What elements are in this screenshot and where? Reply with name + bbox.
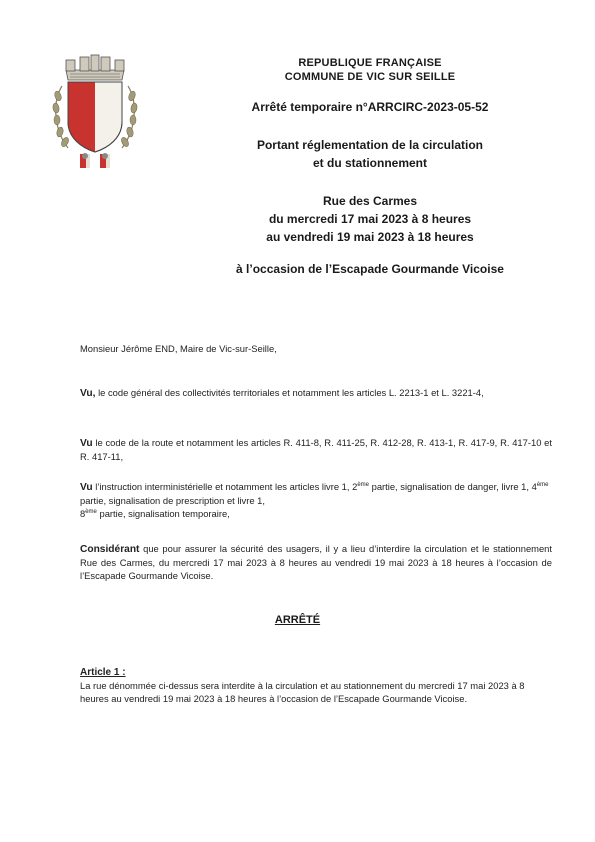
decree-number: Arrêté temporaire n°ARRCIRC-2023-05-52 xyxy=(251,100,489,114)
occasion: à l’occasion de l’Escapade Gourmande Vicoise xyxy=(236,262,504,276)
header-republic xyxy=(200,56,540,84)
header-street-dates xyxy=(200,192,540,246)
header-occasion xyxy=(200,262,540,276)
commune-title: COMMUNE DE VIC SUR SEILLE xyxy=(284,71,456,83)
considerant-keyword: Considérant xyxy=(80,544,140,555)
article-1-text: La rue dénommée ci-dessus sera interdite à la circulation et au stationnement du mercredi 17 mai 2023 à 8 heures au vendredi 19 mai 2023 à 18 heures à l’occasion de l’Escapade Gourmande Vicoise. xyxy=(80,680,525,704)
superscript: ème xyxy=(85,508,97,515)
vu-keyword: Vu, xyxy=(80,388,96,399)
republic-title: REPUBLIQUE FRANÇAISE xyxy=(298,57,442,69)
superscript: ème xyxy=(536,481,549,488)
subject-line-1: Portant réglementation de la circulation xyxy=(256,138,484,152)
mayor-line: Monsieur Jérôme END, Maire de Vic-sur-Seille, xyxy=(80,343,277,354)
vu-text: le code général des collectivités territoriales et notamment les articles L. 2213-1 et L. 3221-4, xyxy=(95,387,484,398)
header-subject xyxy=(200,136,540,172)
vu-keyword: Vu xyxy=(80,482,93,493)
street-name: Rue des Carmes xyxy=(322,194,418,208)
considerant-text: que pour assurer la sécurité des usagers, il y a lieu d’interdire la circulation et le stationnement Rue des Carmes, du mercredi 17 mai 2023 à 8 heures au vendredi 19 mai 2023 à 18 heures à l’occasion de l’Escapade Gourmande Vicoise. xyxy=(80,543,552,581)
vu-paragraph-2 xyxy=(80,436,552,463)
vu-paragraph-3 xyxy=(80,480,552,520)
article-1-title: Article 1 : xyxy=(80,667,126,678)
considerant-paragraph xyxy=(80,542,552,582)
vu-paragraph-1 xyxy=(80,386,552,400)
vu-text: 8 xyxy=(80,508,86,519)
date-to: au vendredi 19 mai 2023 à 18 heures xyxy=(266,230,474,244)
superscript: ème xyxy=(357,481,369,488)
vu-text: l’instruction interministérielle et notamment les articles livre 1, 2 xyxy=(92,481,358,492)
subject-line-2: et du stationnement xyxy=(312,156,427,170)
vu-text: le code de la route et notamment les articles R. 411-8, R. 411-25, R. 412-28, R. 413-1, R. 417-9, R. 417-10 et R. 417-11, xyxy=(80,437,552,462)
header-decree xyxy=(200,100,540,114)
vu-keyword: Vu xyxy=(80,438,93,449)
vu-text: partie, signalisation de prescription et livre 1, xyxy=(80,495,265,506)
vu-text: partie, signalisation temporaire, xyxy=(96,508,230,519)
vu-text: partie, signalisation de danger, livre 1, 4 xyxy=(369,481,537,492)
article-1 xyxy=(80,666,552,705)
coat-of-arms-icon xyxy=(52,52,138,170)
date-from: du mercredi 17 mai 2023 à 8 heures xyxy=(268,212,472,226)
arrete-heading: ARRÊTÉ xyxy=(274,614,321,626)
